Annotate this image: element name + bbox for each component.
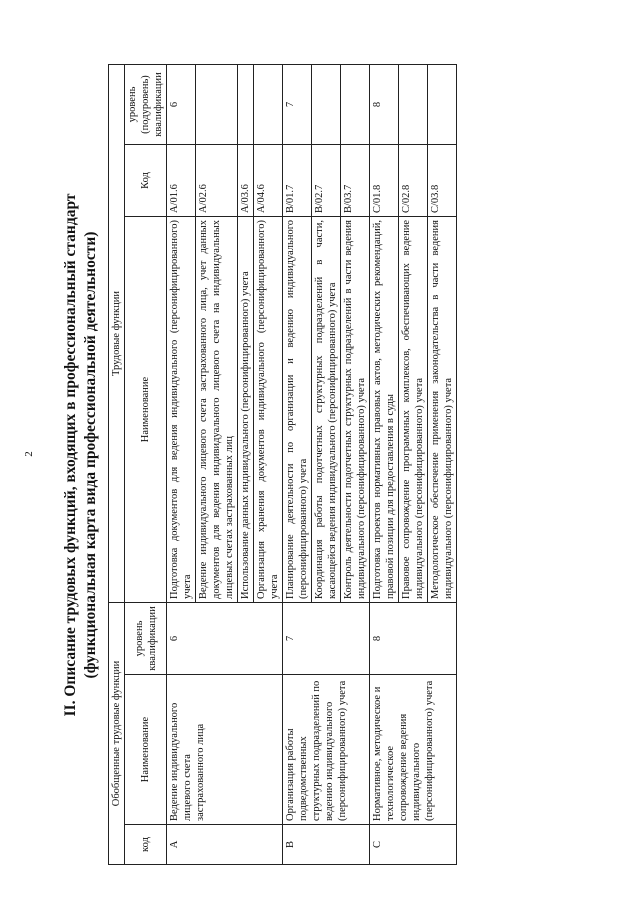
function-sublevel: 8: [370, 64, 399, 144]
header-labor: Трудовые функции: [109, 64, 125, 602]
function-name: Контроль деятельности подотчетных структурных подразделений в части ведения индивидуального (персонифицированного) учета: [341, 217, 370, 603]
page-number: 2: [22, 451, 35, 457]
function-sublevel: [254, 64, 283, 144]
function-code: B/02.7: [312, 145, 341, 217]
function-code: C/01.8: [370, 145, 399, 217]
function-code: A/02.6: [196, 145, 238, 217]
group-code: A: [167, 825, 283, 865]
function-sublevel: [312, 64, 341, 144]
group-name: Ведение индивидуального лицевого счета застрахованного лица: [167, 675, 283, 825]
function-name: Подготовка документов для ведения индивидуального (персонифицированного) учета: [167, 217, 196, 603]
function-sublevel: [238, 64, 254, 144]
function-name: Использование данных индивидуального (персонифицированного) учета: [238, 217, 254, 603]
group-level: 8: [370, 603, 457, 675]
table-row: [167, 64, 196, 864]
header-labor-name: Наименование: [125, 217, 167, 603]
header-row-1: [109, 64, 125, 864]
function-code: B/01.7: [283, 145, 312, 217]
table-row: [370, 64, 399, 864]
function-name: Подготовка проектов нормативных правовых актов, методических рекомендаций, правовой позиции для предоставления в суды: [370, 217, 399, 603]
group-code: C: [370, 825, 457, 865]
function-name: Методологическое обеспечение применения законодательства в части ведения индивидуального (персонифицированного) учета: [428, 217, 457, 603]
group-level: 6: [167, 603, 283, 675]
function-sublevel: 7: [283, 64, 312, 144]
header-sublevel: уровень (подуровень) квалификации: [125, 64, 167, 144]
header-code: код: [125, 825, 167, 865]
function-sublevel: [196, 64, 238, 144]
function-code: A/04.6: [254, 145, 283, 217]
document-title: II. Описание трудовых функций, входящих в профессиональный стандарт: [62, 193, 79, 717]
function-code: B/03.7: [341, 145, 370, 217]
function-name: Координация работы подотчетных структурных подразделений в части, касающейся ведения индивидуального (персонифицированного) учета: [312, 217, 341, 603]
function-name: Планирование деятельности по организации и ведению индивидуального (персонифицированного) учета: [283, 217, 312, 603]
header-level: уровень квалификации: [125, 603, 167, 675]
header-labor-code: Код: [125, 145, 167, 217]
function-sublevel: [428, 64, 457, 144]
function-code: A/01.6: [167, 145, 196, 217]
group-name: Организация работы подведомственных структурных подразделений по ведению индивидуального (персонифицированного) учета: [283, 675, 370, 825]
group-level: 7: [283, 603, 370, 675]
header-generalized: Обобщенные трудовые функции: [109, 603, 125, 865]
functions-table: [108, 64, 457, 865]
function-name: Ведение индивидуального лицевого счета застрахованного лица, учет данных документов для ведения индивидуального лицевого счета на индивидуальных лицевых счетах застрахованных лиц: [196, 217, 238, 603]
function-code: C/03.8: [428, 145, 457, 217]
function-name: Организация хранения документов индивидуального (персонифицированного) учета: [254, 217, 283, 603]
header-row-2: [125, 64, 167, 864]
function-sublevel: [341, 64, 370, 144]
function-sublevel: 6: [167, 64, 196, 144]
group-code: B: [283, 825, 370, 865]
function-sublevel: [399, 64, 428, 144]
table-body: [167, 64, 457, 864]
document-subtitle: (функциональная карта вида профессиональной деятельности): [82, 231, 99, 679]
header-name: Наименование: [125, 675, 167, 825]
function-code: A/03.6: [238, 145, 254, 217]
group-name: Нормативное, методическое и технологическое сопровождение ведения индивидуального (персонифицированного) учета: [370, 675, 457, 825]
table-row: [283, 64, 312, 864]
function-code: C/02.8: [399, 145, 428, 217]
function-name: Правовое сопровождение программных комплексов, обеспечивающих ведение индивидуального (персонифицированного) учета: [399, 217, 428, 603]
